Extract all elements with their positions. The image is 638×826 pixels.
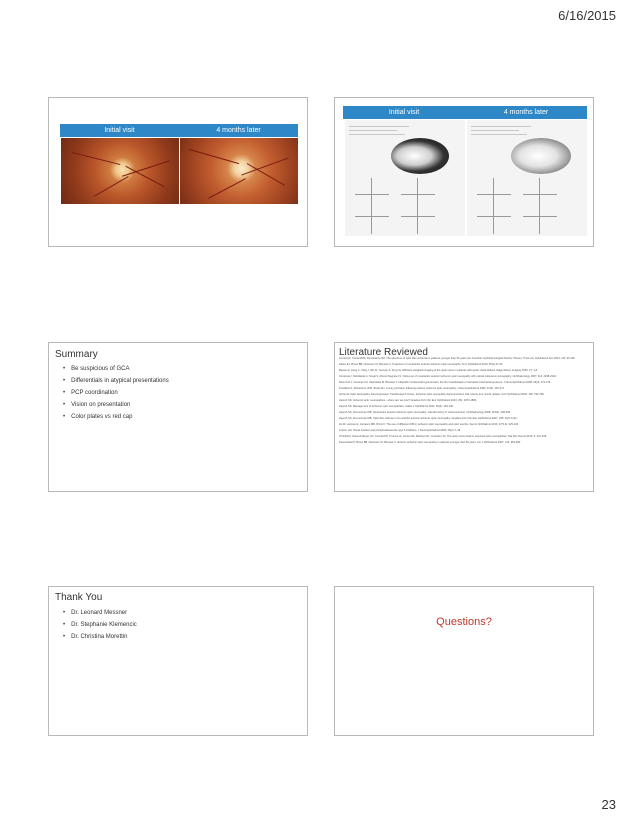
fundus-photo-later [180,138,298,204]
list-item: Contreras I, Rebolleda G, Noval S, Munoz-Negrete FJ. Follow-up of nonarteritic anterior ischemic optic neuropathy with optical coherence tomography. Ophthalmology 2007; 114: 2338-2344. [339,375,557,378]
initial-visit-label: Initial visit [104,127,135,134]
initial-visit-label: Initial visit [388,109,420,116]
slide-visual-fields [334,97,594,247]
list-item: Desmond J, Newman NJ, Vaphiades M, Biousse V. Idiopathic intracranial hypertension: the first manifestation of elevated intracranial pressure. J Neuroophthalmol 2008; 26(4): 272-276. [339,381,552,384]
slide-literature [334,342,594,492]
list-item: Ho M, Leitman E, Carrasco MB, Rizzo F. The use of diffusion MRI in ischemic optic neuropathy and optic neuritis. Semin Ophthalmol 2013; 27(5-6): 225-232. [339,423,519,426]
list-item: Hayreh SS. Ischemic optic neuropathies - where are we now? Graefes Arch Clin Exp Ophthalmol 2013; 251: 1873-1884. [339,399,477,402]
list-item: Bowen R, Hong C, Tang J, Wu W, Yeoman S, Zeng W. Diffusion-weighted imaging of the optic nerve in patients with acute visual deficits. Magn Reson Imaging 2009; 27: 1-8. [339,369,538,372]
header-date: 6/16/2015 [558,8,616,23]
label-bar [60,124,298,137]
slide-thank-you [48,586,308,736]
list-item: • Vision on presentation [63,399,169,411]
list-item: • Dr. Christina Morettin [63,631,137,643]
list-item: Friedland S, Winterkorn JMS, Burde RJ. Luxury perfusion following anterior ischemic optic neuropathy. J Neuroophthalmol 1996; 16(3): 163-171. [339,387,505,390]
list-item: • Dr. Leonard Messner [63,607,137,619]
four-months-label: 4 months later [216,127,261,134]
list-item: Hayreh SS, Zimmerman MB. Optic disc edema in non-arteritic anterior ischemic optic neuropathy. Graefes Arch Clin Exp Ophthalmol 2007; 245: 1107-1121. [339,417,518,420]
list-item: Lubow, LM. Visual function and phosphodiesterase type 5 inhibitors. J Neuroophthalmol 2006; 26(2): 1-18. [339,429,461,432]
slide-summary [48,342,308,492]
slide-fundus-comparison [48,97,308,247]
visual-field-later [467,120,587,236]
list-item: • Color plates vs red cap [63,411,169,423]
slide-title: Thank You [55,592,103,603]
list-item: • Dr. Stephanie Klemencic [63,619,137,631]
label-bar [343,106,587,119]
slide-title: Summary [55,349,98,360]
bullet-list [63,607,137,643]
four-months-label: 4 months later [503,109,549,116]
slide-questions [334,586,594,736]
questions-text: Questions? [436,616,492,628]
page-number: 23 [601,797,616,812]
list-item: • Differentials in atypical presentations [63,375,169,387]
list-item: Arnold AC, Costa RMS, Dumitrascu OM. The spectrum of optic disc ischemia in patients younger than 50 years (an American Ophthalmological Society Thesis). Trans Am Ophthalmol Soc 2013; 111: 93-118. [339,357,576,360]
visual-field-initial [345,120,465,236]
list-item: O'Neill EC, Danesh-Meyer HV, Connell PP, Trounce IA, Coote MA, Mackey DA, Crowston JG. The optic nerve head in acquired optic neuropathies. Nat Rev Neurol 2010; 6: 221-236. [339,435,547,438]
list-item: Preechawat P, Bruce BB, Newman NJ, Biousse V. Anterior ischemic optic neuropathy in patients younger than 50 years. Am J Ophthalmol 2007; 144: 953-960. [339,441,521,444]
list-item: Hayreh SS. Management of ischemic optic neuropathies. Indian J Ophthalmol 2011; 59(2): 123-136. [339,405,454,408]
slide-title: Literature Reviewed [339,347,428,358]
list-item: • PCP coordination [63,387,169,399]
list-item: Atkins EJ, Bruce BB, Newman NJ, Biousse V. Treatment of nonarteritic anterior ischemic optic neuropathy. Surv Ophthalmol 2010; 55(1):47-63. [339,363,504,366]
list-item: Ischemic Optic Neuropathy Decompression Trial Research Group. Ischemic optic neuropathy decompression trial: twenty-four month update. Arch Ophthalmol 2000; 118: 793-798. [339,393,545,396]
list-item: Hayreh SS, Zimmerman MB. Nonarteritic anterior ischemic optic neuropathy: natural history of visual outcome. Ophthalmology 2008; 115(2): 298-305. [339,411,511,414]
bullet-list [63,363,169,423]
reference-list [339,357,591,447]
fundus-photo-initial [61,138,179,204]
list-item: • Be suspicious of GCA [63,363,169,375]
